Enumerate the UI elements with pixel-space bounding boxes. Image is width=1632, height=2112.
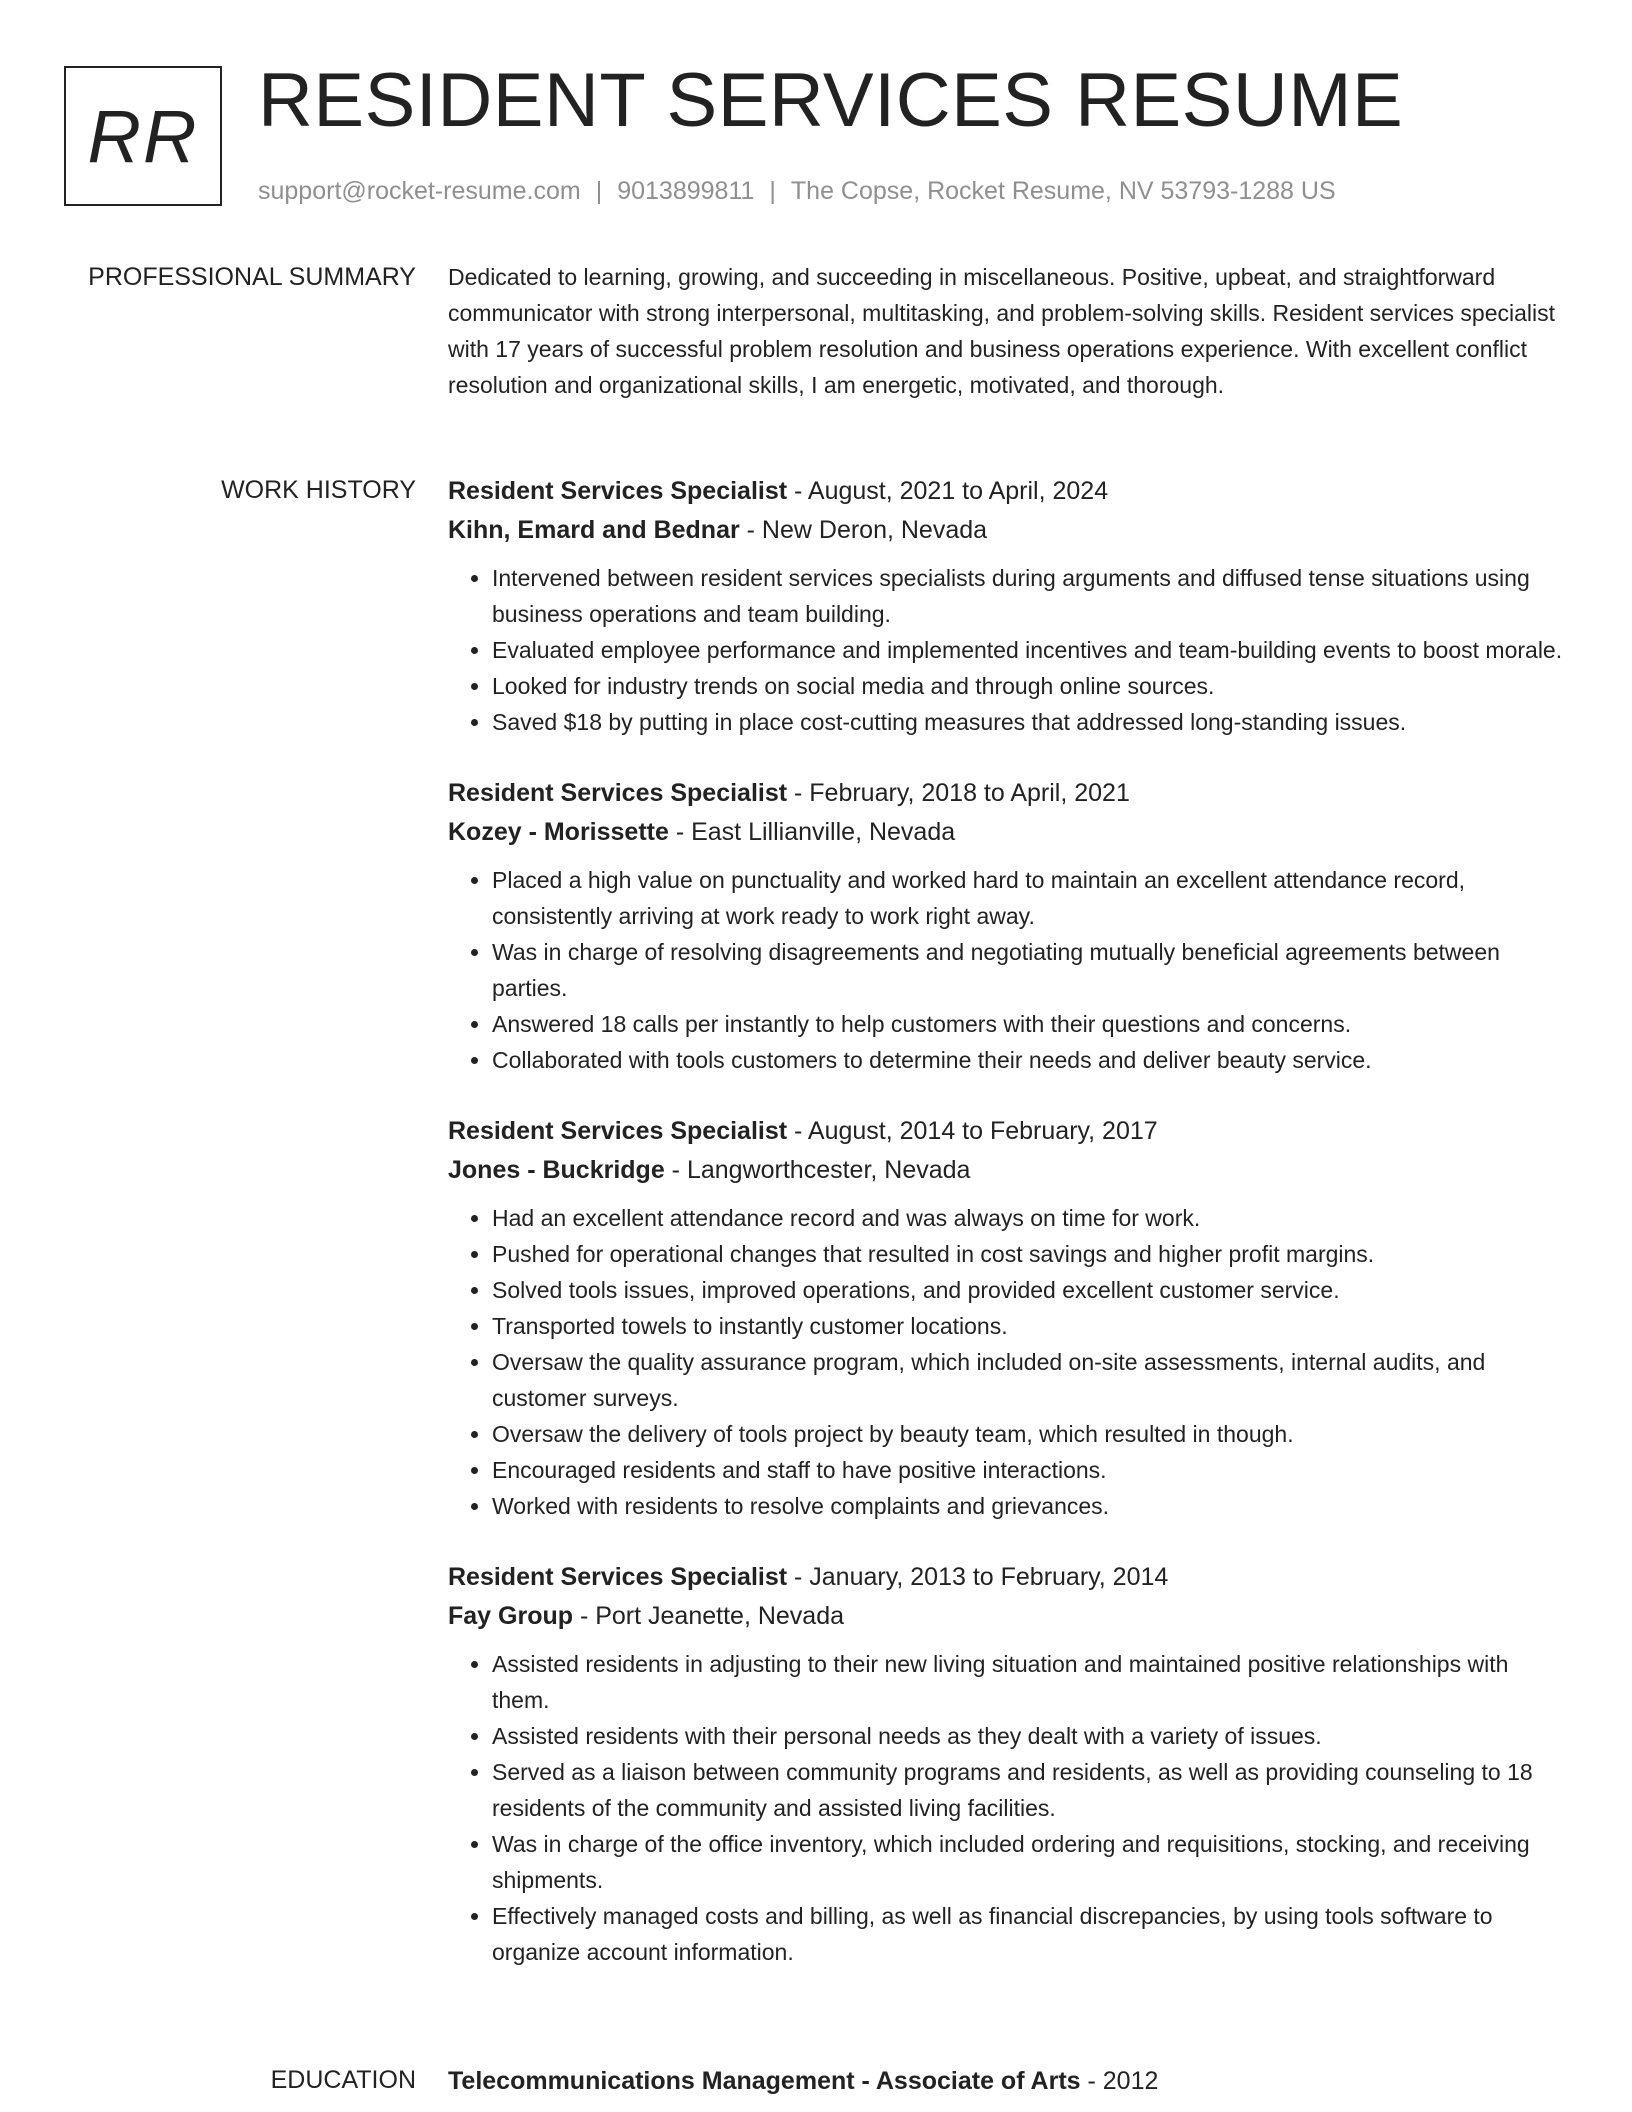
summary-text: Dedicated to learning, growing, and succeeding in miscellaneous. Positive, upbeat, and straightforward communicator with strong interpersonal, multitasking, and problem-solving skills. Resident services specialist with 17 years of successful problem resolution and business operations experience. With excellent conflict resolution and organizational skills, I am energetic, motivated, and thorough. — [448, 264, 1556, 398]
contact-email[interactable]: support@rocket-resume.com — [258, 177, 581, 205]
contact-separator: | — [595, 177, 603, 205]
job-entry — [448, 1112, 1566, 1524]
job-title: Resident Services Specialist — [448, 477, 788, 505]
job-duty-item: • Answered 18 calls per instantly to help customers with their questions and concerns. — [492, 1006, 1566, 1042]
job-heading — [448, 774, 1566, 812]
section-label-education: EDUCATION — [270, 2066, 416, 2094]
education-entry — [448, 2062, 1566, 2100]
job-company: Jones - Buckridge — [448, 1156, 665, 1184]
job-duty-item: • Assisted residents with their personal needs as they dealt with a variety of issues. — [492, 1718, 1566, 1754]
job-duty-item: • Served as a liaison between community programs and residents, as well as providing counseling to 18 residents of the community and assisted living facilities. — [492, 1754, 1566, 1826]
job-company: Fay Group — [448, 1602, 574, 1630]
job-heading — [448, 472, 1566, 510]
job-dates: - January, 2013 to February, 2014 — [787, 1563, 1169, 1591]
job-location: - Langworthcester, Nevada — [664, 1156, 971, 1184]
job-title: Resident Services Specialist — [448, 779, 788, 807]
job-duty-item: • Was in charge of resolving disagreements and negotiating mutually beneficial agreements between parties. — [492, 934, 1566, 1006]
job-dates: - February, 2018 to April, 2021 — [787, 779, 1130, 807]
section-label-work-history: WORK HISTORY — [221, 476, 416, 504]
job-duties-list — [448, 1646, 1566, 1970]
job-duty-item: • Collaborated with tools customers to determine their needs and deliver beauty service. — [492, 1042, 1566, 1078]
education-degree: Telecommunications Management - Associate of Arts — [448, 2067, 1081, 2095]
job-employer — [448, 812, 1566, 852]
job-location: - Port Jeanette, Nevada — [573, 1602, 844, 1630]
job-duty-item: • Solved tools issues, improved operations, and provided excellent customer service. — [492, 1272, 1566, 1308]
job-duty-item: • Placed a high value on punctuality and worked hard to maintain an excellent attendance record, consistently arriving at work ready to work right away. — [492, 862, 1566, 934]
job-employer — [448, 1596, 1566, 1636]
job-heading — [448, 1112, 1566, 1150]
job-location: - New Deron, Nevada — [739, 516, 988, 544]
education-year: - 2012 — [1080, 2067, 1159, 2095]
job-duty-item: • Was in charge of the office inventory, which included ordering and requisitions, stocking, and receiving shipments. — [492, 1826, 1566, 1898]
job-duty-item: • Had an excellent attendance record and was always on time for work. — [492, 1200, 1566, 1236]
job-location: - East Lillianville, Nevada — [668, 818, 956, 846]
job-duty-item: • Assisted residents in adjusting to their new living situation and maintained positive relationships with them. — [492, 1646, 1566, 1718]
job-duties-list — [448, 862, 1566, 1078]
job-duty-item: • Saved $18 by putting in place cost-cutting measures that addressed long-standing issues. — [492, 704, 1566, 740]
job-employer — [448, 510, 1566, 550]
section-label-summary: PROFESSIONAL SUMMARY — [88, 263, 416, 291]
job-duty-item: • Evaluated employee performance and implemented incentives and team-building events to boost morale. — [492, 632, 1566, 668]
job-duties-list — [448, 1200, 1566, 1524]
job-duty-item: • Pushed for operational changes that resulted in cost savings and higher profit margins. — [492, 1236, 1566, 1272]
contact-line — [258, 174, 1336, 208]
job-duty-item: • Looked for industry trends on social media and through online sources. — [492, 668, 1566, 704]
job-employer — [448, 1150, 1566, 1190]
contact-separator: | — [769, 177, 776, 205]
job-title: Resident Services Specialist — [448, 1563, 788, 1591]
job-company: Kihn, Emard and Bednar — [448, 516, 740, 544]
job-duty-item: • Transported towels to instantly customer locations. — [492, 1308, 1566, 1344]
job-duty-item: • Oversaw the delivery of tools project by beauty team, which resulted in though. — [492, 1416, 1566, 1452]
job-dates: - August, 2014 to February, 2017 — [787, 1117, 1158, 1145]
job-duty-item: • Oversaw the quality assurance program, which included on-site assessments, internal audits, and customer surveys. — [492, 1344, 1566, 1416]
job-entry — [448, 1558, 1566, 1970]
job-title: Resident Services Specialist — [448, 1117, 788, 1145]
job-duty-item: • Intervened between resident services specialists during arguments and diffused tense situations using business operations and team building. — [492, 560, 1566, 632]
resume-title: RESIDENT SERVICES RESUME — [258, 58, 1404, 143]
job-heading — [448, 1558, 1566, 1596]
job-entry — [448, 472, 1566, 740]
job-duty-item: • Effectively managed costs and billing, as well as financial discrepancies, by using tools software to organize account information. — [492, 1898, 1566, 1970]
job-duty-item: • Encouraged residents and staff to have positive interactions. — [492, 1452, 1566, 1488]
job-company: Kozey - Morissette — [448, 818, 669, 846]
monogram-logo: RR — [64, 66, 222, 206]
job-dates: - August, 2021 to April, 2024 — [787, 477, 1109, 505]
contact-phone: 9013899811 — [617, 177, 755, 205]
job-duties-list — [448, 560, 1566, 740]
work-history-list — [448, 472, 1566, 2004]
job-duty-item: • Worked with residents to resolve complaints and grievances. — [492, 1488, 1566, 1524]
job-entry — [448, 774, 1566, 1078]
contact-address: The Copse, Rocket Resume, NV 53793-1288 US — [790, 177, 1336, 205]
